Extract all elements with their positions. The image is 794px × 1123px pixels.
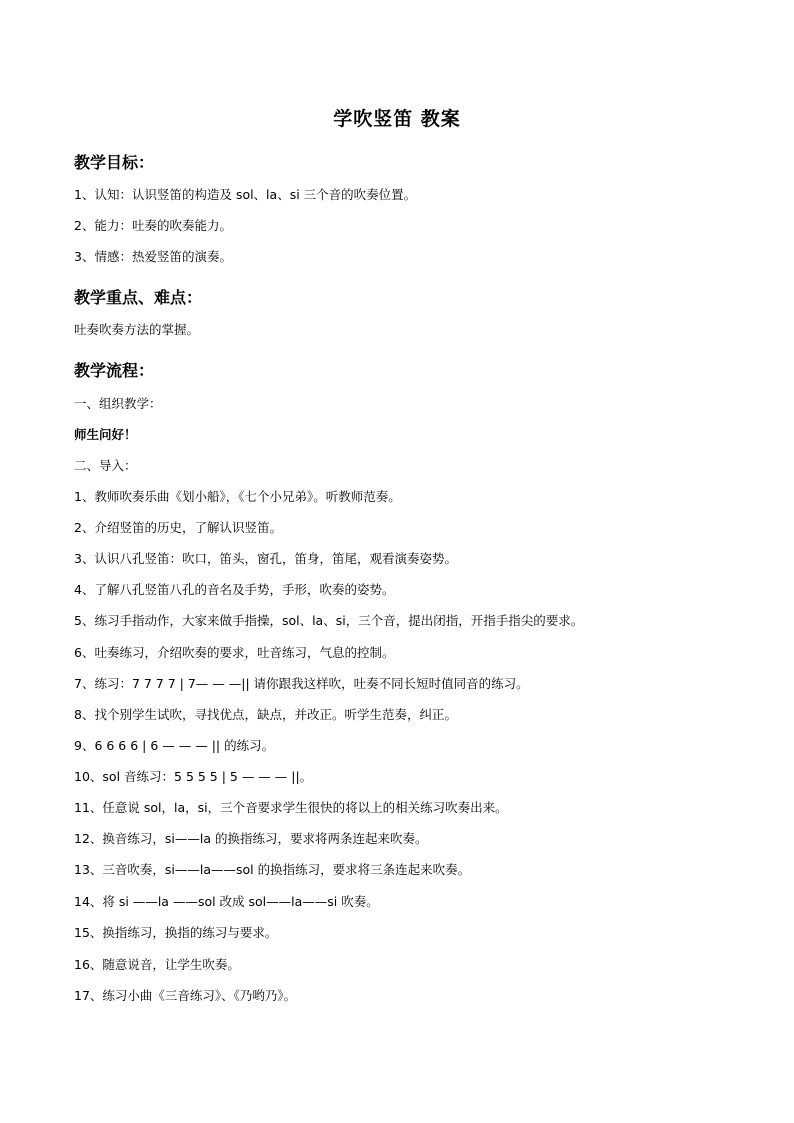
heading-process: 教学流程： (74, 361, 155, 380)
process-item: 6、吐奏练习，介绍吹奏的要求，吐音练习，气息的控制。 (74, 645, 395, 660)
process-item: 2、介绍竖笛的历史，了解认识竖笛。 (74, 520, 282, 535)
heading-key-points: 教学重点、难点： (74, 288, 203, 307)
process-item: 15、换指练习，换指的练习与要求。 (74, 925, 278, 940)
process-item: 5、练习手指动作，大家来做手指操，sol、la、si，三个音，提出闭指，开指手指尖的要求。 (74, 613, 584, 628)
process-item: 14、将 si ——la ——sol 改成 sol——la——si 吹奏。 (74, 894, 379, 909)
process-item: 13、三音吹奏，si——la——sol 的换指练习，要求将三条连起来吹奏。 (74, 862, 471, 877)
process-item: 7、练习：7 7 7 7 | 7— — —|| 请你跟我这样吹，吐奏不同长短时值同音的练习。 (74, 676, 529, 691)
process-item: 12、换音练习，si——la 的换指练习，要求将两条连起来吹奏。 (74, 831, 428, 846)
process-item: 11、任意说 sol，la，si，三个音要求学生很快的将以上的相关练习吹奏出来。 (74, 800, 508, 815)
process-item: 4、了解八孔竖笛八孔的音名及手势，手形，吹奏的姿势。 (74, 582, 395, 597)
heading-goals: 教学目标： (74, 153, 155, 172)
process-item: 1、教师吹奏乐曲《划小船》，《七个小兄弟》。听教师范奏。 (74, 489, 401, 504)
document-title: 学吹竖笛 教案 (333, 108, 461, 130)
goal-item-3: 3、情感：热爱竖笛的演奏。 (74, 249, 232, 264)
process-item: 17、练习小曲《三音练习》、《乃哟乃》。 (74, 988, 297, 1003)
process-item: 师生问好！ (74, 427, 137, 442)
process-item: 二、导入： (74, 458, 137, 473)
process-item: 8、找个别学生试吹，寻找优点，缺点，并改正。听学生范奏，纠正。 (74, 707, 457, 722)
goal-item-1: 1、认知：认识竖笛的构造及 sol、la、si 三个音的吹奏位置。 (74, 187, 417, 202)
process-item: 10、sol 音练习：5 5 5 5 | 5 — — — ||。 (74, 769, 313, 784)
process-item: 3、认识八孔竖笛：吹口，笛头，窗孔，笛身，笛尾，观看演奏姿势。 (74, 551, 457, 566)
goal-item-2: 2、能力：吐奏的吹奏能力。 (74, 218, 232, 233)
process-item: 16、随意说音，让学生吹奏。 (74, 957, 240, 972)
process-item: 一、组织教学： (74, 396, 162, 411)
process-item: 9、6 6 6 6 | 6 — — — || 的练习。 (74, 738, 275, 753)
key-point-item-1: 吐奏吹奏方法的掌握。 (74, 322, 200, 337)
